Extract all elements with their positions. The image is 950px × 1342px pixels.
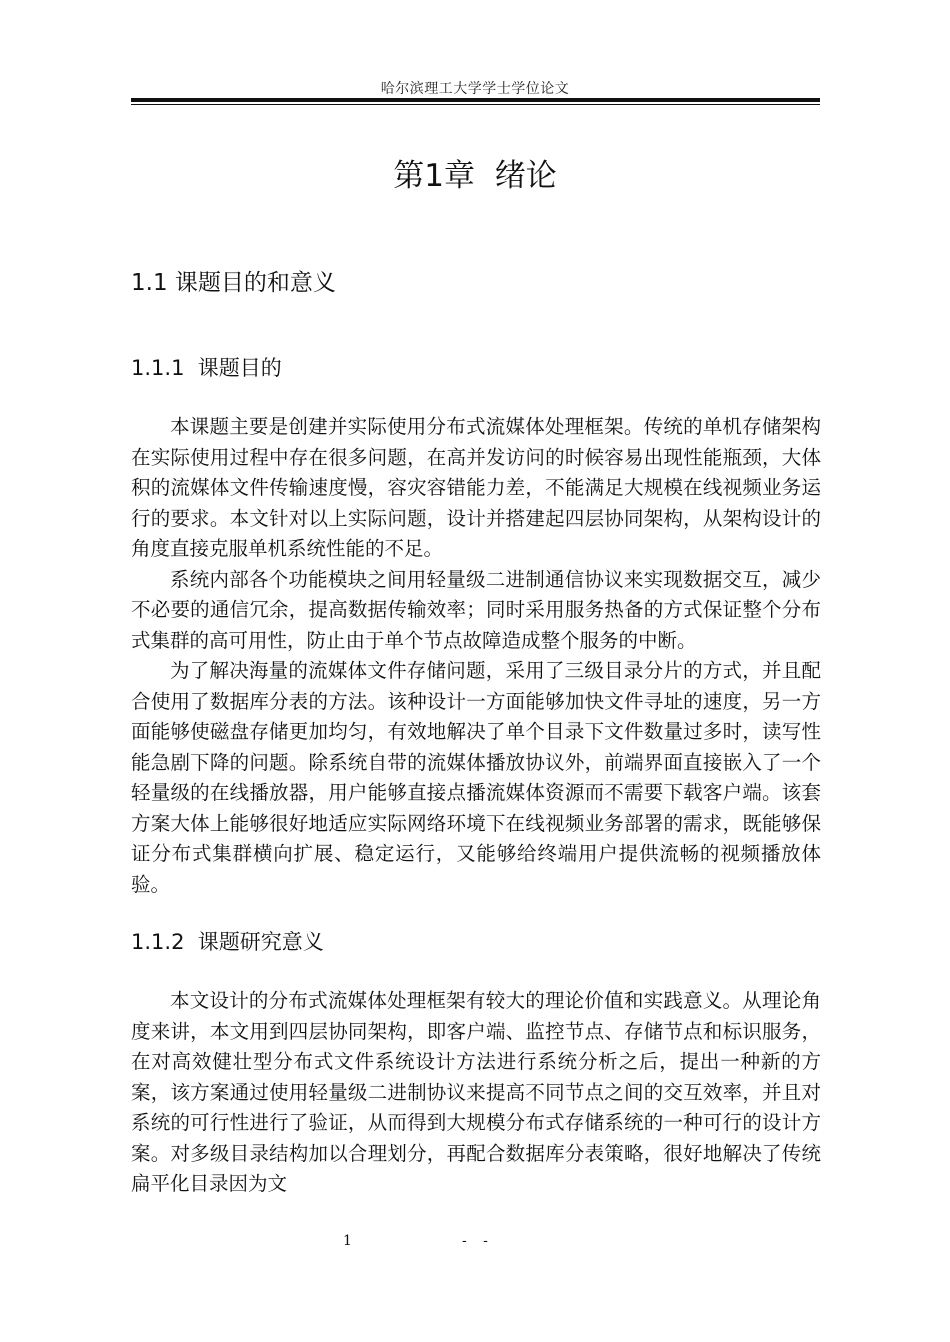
footer-dashes: - - <box>462 1233 494 1249</box>
header-rule-thick <box>131 98 820 102</box>
paragraph: 本课题主要是创建并实际使用分布式流媒体处理框架。传统的单机存储架构在实际使用过程中存在很多问题，在高并发访问的时候容易出现性能瓶颈，大体积的流媒体文件传输速度慢，容灾容错能力差，不能满足大规模在线视频业务运行的要求。本文针对以上实际问题，设计并搭建起四层协同架构，从架构设计的角度直接克服单机系统性能的不足。 <box>131 415 821 560</box>
subsection-body-purpose <box>131 412 821 900</box>
running-header: 哈尔滨理工大学学士学位论文 <box>380 81 570 97</box>
subsection-body-significance <box>131 986 821 1200</box>
paragraph: 为了解决海量的流媒体文件存储问题，采用了三级目录分片的方式，并且配合使用了数据库分表的方法。该种设计一方面能够加快文件寻址的速度，另一方面能够使磁盘存储更加均匀，有效地解决了单个目录下文件数量过多时，读写性能急剧下降的问题。除系统自带的流媒体播放协议外，前端界面直接嵌入了一个轻量级的在线播放器，用户能够直接点播流媒体资源而不需要下载客户端。该套方案大体上能够很好地适应实际网络环境下在线视频业务部署的需求，既能够保证分布式集群横向扩展、稳定运行，又能够给终端用户提供流畅的视频播放体验。 <box>131 659 821 896</box>
paragraph: 系统内部各个功能模块之间用轻量级二进制通信协议来实现数据交互，减少不必要的通信冗余，提高数据传输效率；同时采用服务热备的方式保证整个分布式集群的高可用性，防止由于单个节点故障造成整个服务的中断。 <box>131 567 821 652</box>
header-rule-thin <box>131 104 820 105</box>
subsection-heading-purpose: 1.1.1 课题目的 <box>131 356 282 380</box>
page-number: 1 <box>343 1233 352 1249</box>
paragraph: 本文设计的分布式流媒体处理框架有较大的理论价值和实践意义。从理论角度来讲，本文用到四层协同架构，即客户端、监控节点、存储节点和标识服务，在对高效健壮型分布式文件系统设计方法进行系统分析之后，提出一种新的方案，该方案通过使用轻量级二进制协议来提高不同节点之间的交互效率，并且对系统的可行性进行了验证，从而得到大规模分布式存储系统的一种可行的设计方案。对多级目录结构加以合理划分，再配合数据库分表策略，很好地解决了传统扁平化目录因为文 <box>131 989 821 1195</box>
chapter-title: 第1章 绪论 <box>393 158 557 194</box>
subsection-heading-significance: 1.1.2 课题研究意义 <box>131 930 324 954</box>
section-heading: 1.1 课题目的和意义 <box>131 270 336 296</box>
